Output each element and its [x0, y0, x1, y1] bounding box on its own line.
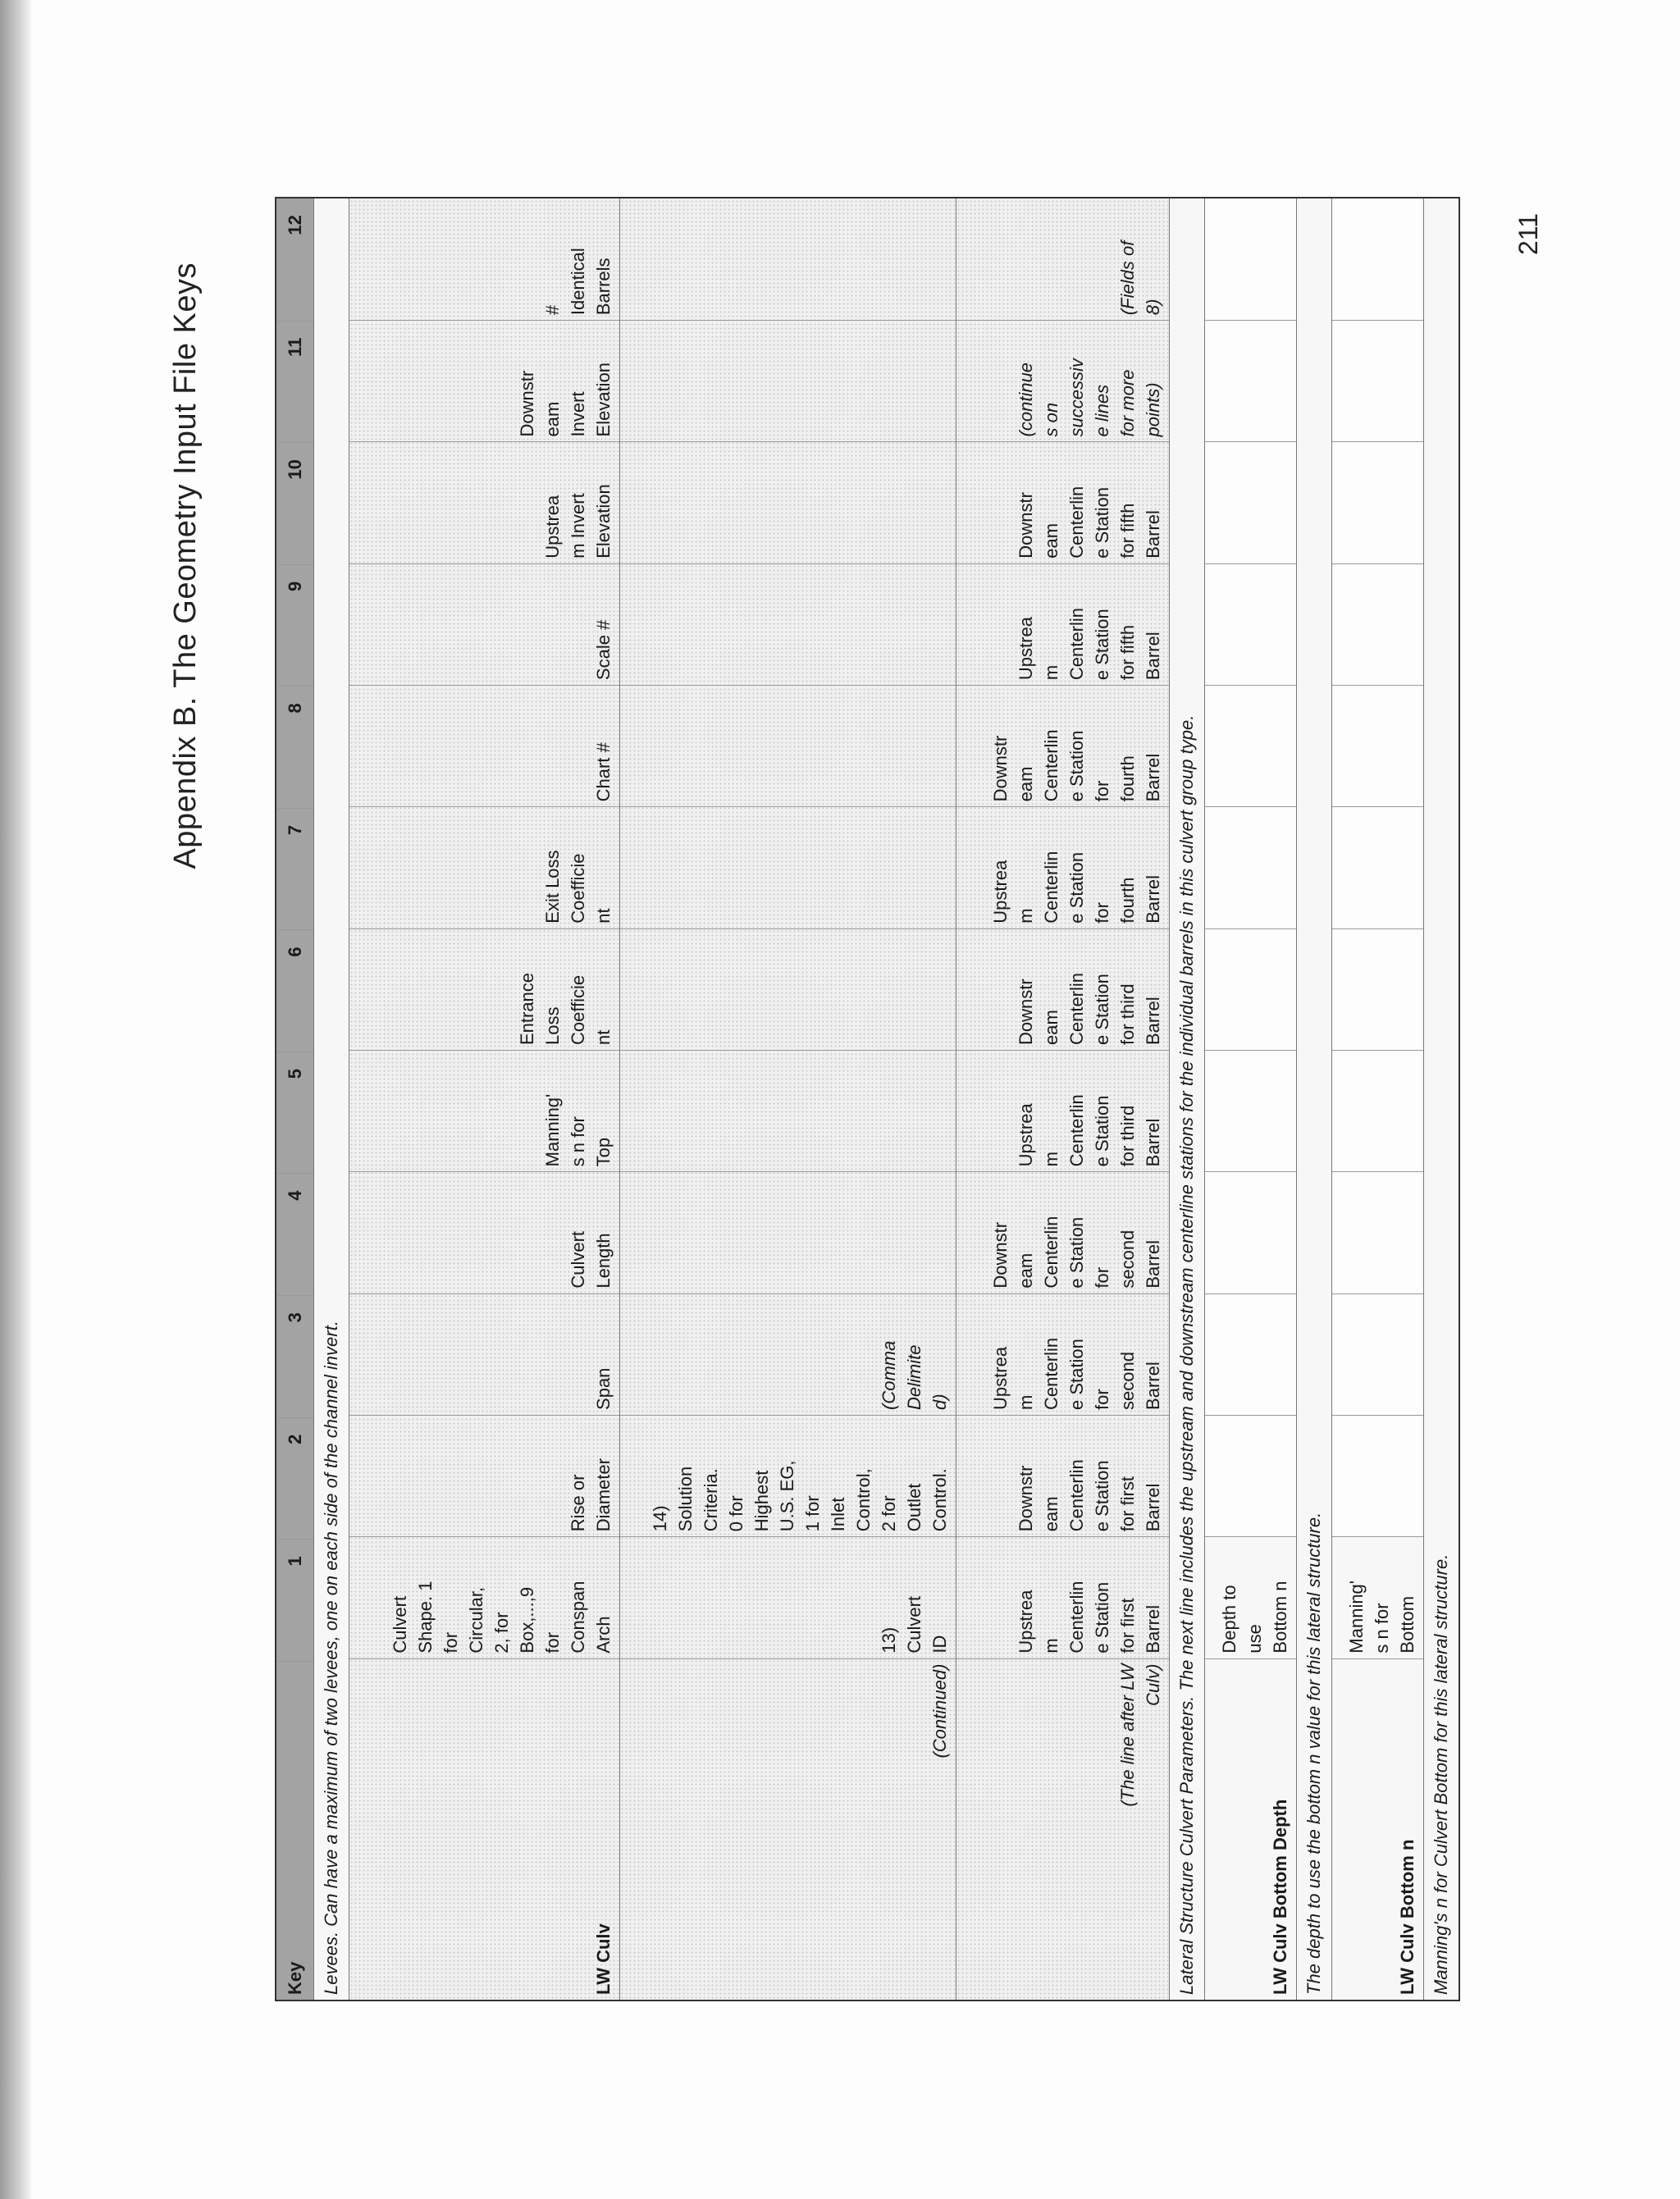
header-col-9: 9 [276, 564, 313, 687]
bottom-depth-empty-3 [1205, 1293, 1296, 1415]
lw-culv-field-8: Chart # [349, 685, 619, 806]
header-key: Key [276, 1661, 313, 2000]
header-col-6: 6 [276, 929, 313, 1052]
station-field-10: Downstr eam Centerlin e Station for fifth Barrel [956, 441, 1169, 563]
levees-note-row [314, 198, 349, 2000]
bottom-n-empty-2 [1332, 1415, 1423, 1536]
station-field-3: Upstrea m Centerlin e Station for second Barrel [956, 1293, 1169, 1415]
bottom-n-empty-5 [1332, 1050, 1423, 1171]
lw-culv-cont-field-10 [620, 441, 956, 563]
header-col-4: 4 [276, 1174, 313, 1296]
lw-culv-cont-field-8 [620, 685, 956, 806]
bottom-depth-empty-6 [1205, 928, 1296, 1050]
lw-culv-cont-field-1: 13) Culvert ID [620, 1536, 956, 1658]
lw-culv-cont-field-7 [620, 806, 956, 928]
lw-culv-field-4: Culvert Length [349, 1171, 619, 1293]
lw-culv-continued-key: (Continued) [620, 1658, 956, 2000]
bottom-depth-empty-10 [1205, 441, 1296, 563]
lw-culv-field-6: Entrance Loss Coefficie nt [349, 928, 619, 1050]
header-col-11: 11 [276, 321, 313, 443]
bottom-n-note: Manning's n for Culvert Bottom for this lateral structure. [1424, 198, 1459, 2000]
bottom-depth-empty-2 [1205, 1415, 1296, 1536]
bottom-n-empty-11 [1332, 320, 1423, 441]
lw-culv-field-11: Downstr eam Invert Elevation [349, 320, 619, 441]
station-field-9: Upstrea m Centerlin e Station for fifth Barrel [956, 563, 1169, 685]
lw-culv-field-10: Upstrea m Invert Elevation [349, 441, 619, 563]
bottom-n-key: LW Culv Bottom n [1332, 1658, 1423, 2000]
lw-culv-row [349, 198, 620, 2000]
page-title: Appendix B. The Geometry Input File Keys [168, 262, 203, 869]
lw-culv-stations-key: (The line after LW Culv) [956, 1658, 1169, 2000]
bottom-depth-empty-4 [1205, 1171, 1296, 1293]
station-field-1: Upstrea m Centerlin e Station for first Barrel [956, 1536, 1169, 1658]
lw-culv-field-12: # Identical Barrels [542, 248, 614, 316]
lw-culv-cont-field-5 [620, 1050, 956, 1171]
bottom-depth-empty-5 [1205, 1050, 1296, 1171]
table-header-row [276, 198, 314, 2000]
station-field-2: Downstr eam Centerlin e Station for first Barrel [956, 1415, 1169, 1536]
lw-culv-field-1: Culvert Shape. 1 for Circular, 2, for Box,...,9 for Conspan Arch [349, 1536, 619, 1658]
page-number: 211 [1513, 213, 1543, 256]
header-col-3: 3 [276, 1295, 313, 1417]
header-col-10: 10 [276, 442, 313, 564]
bottom-depth-value: Depth to use Bottom n [1205, 1536, 1296, 1658]
lateral-note: Lateral Structure Culvert Parameters. The next line includes the upstream and downstream centerline stations for the individual barrels in this culvert group type. [1170, 198, 1204, 2000]
header-col-5: 5 [276, 1052, 313, 1174]
header-col-2: 2 [276, 1417, 313, 1540]
lw-culv-key: LW Culv [349, 1658, 619, 2000]
header-col-8: 8 [276, 686, 313, 808]
lw-culv-continued-row [620, 198, 956, 2000]
bottom-depth-note: The depth to use the bottom n value for this lateral structure. [1297, 198, 1331, 2000]
bottom-depth-empty-7 [1205, 806, 1296, 928]
lateral-note-row [1170, 198, 1205, 2000]
station-field-5: Upstrea m Centerlin e Station for third Barrel [956, 1050, 1169, 1171]
bottom-depth-empty-11 [1205, 320, 1296, 441]
header-col-7: 7 [276, 808, 313, 930]
levees-note: Levees. Can have a maximum of two levees, one on each side of the channel invert. [314, 198, 349, 2000]
bottom-n-note-row [1424, 198, 1459, 2000]
bottom-n-empty-10 [1332, 441, 1423, 563]
station-field-12: (Fields of 8) [1117, 240, 1163, 316]
lw-culv-cont-field-2: 14) Solution Criteria. 0 for Highest U.S. EG, 1 for Inlet Control, 2 for Outlet Control. [620, 1415, 956, 1536]
lw-culv-field-9: Scale # [349, 563, 619, 685]
page-header [168, 197, 267, 2001]
station-field-7: Upstrea m Centerlin e Station for fourth Barrel [956, 806, 1169, 928]
bottom-n-empty-3 [1332, 1293, 1423, 1415]
lw-culv-cont-field-6 [620, 928, 956, 1050]
bottom-n-value: Manning' s n for Bottom [1332, 1536, 1423, 1658]
scan-binding-shadow [0, 0, 31, 2199]
bottom-n-empty-4 [1332, 1171, 1423, 1293]
lw-culv-field-3: Span [349, 1293, 619, 1415]
bottom-depth-key: LW Culv Bottom Depth [1205, 1658, 1296, 2000]
bottom-depth-empty-9 [1205, 563, 1296, 685]
bottom-n-row [1332, 198, 1424, 2000]
station-field-8: Downstr eam Centerlin e Station for fourth Barrel [956, 685, 1169, 806]
bottom-depth-empty-12 [1205, 198, 1296, 320]
bottom-n-empty-12 [1332, 198, 1423, 320]
lw-culv-field-5: Manning' s n for Top [349, 1050, 619, 1171]
bottom-n-empty-8 [1332, 685, 1423, 806]
bottom-depth-row [1205, 198, 1297, 2000]
lw-culv-stations-row [956, 198, 1170, 2000]
lw-culv-field-7: Exit Loss Coefficie nt [349, 806, 619, 928]
lw-culv-cont-field-11 [620, 320, 956, 441]
geometry-keys-table [275, 197, 1460, 2001]
header-col-12: 12 [276, 198, 313, 320]
lw-culv-field-2: Rise or Diameter [349, 1415, 619, 1536]
station-field-4: Downstr eam Centerlin e Station for second Barrel [956, 1171, 1169, 1293]
lw-culv-cont-field-12 [620, 198, 956, 320]
header-col-1: 1 [276, 1539, 313, 1661]
lw-culv-cont-field-3: (Comma Delimite d) [620, 1293, 956, 1415]
rotated-page-content [168, 197, 1645, 2001]
bottom-depth-note-row [1297, 198, 1332, 2000]
bottom-n-empty-6 [1332, 928, 1423, 1050]
bottom-n-empty-9 [1332, 563, 1423, 685]
bottom-depth-empty-8 [1205, 685, 1296, 806]
station-field-11: (continue s on successiv e lines for more points) [956, 320, 1169, 441]
lw-culv-cont-field-4 [620, 1171, 956, 1293]
bottom-n-empty-7 [1332, 806, 1423, 928]
station-field-6: Downstr eam Centerlin e Station for third Barrel [956, 928, 1169, 1050]
lw-culv-cont-field-9 [620, 563, 956, 685]
